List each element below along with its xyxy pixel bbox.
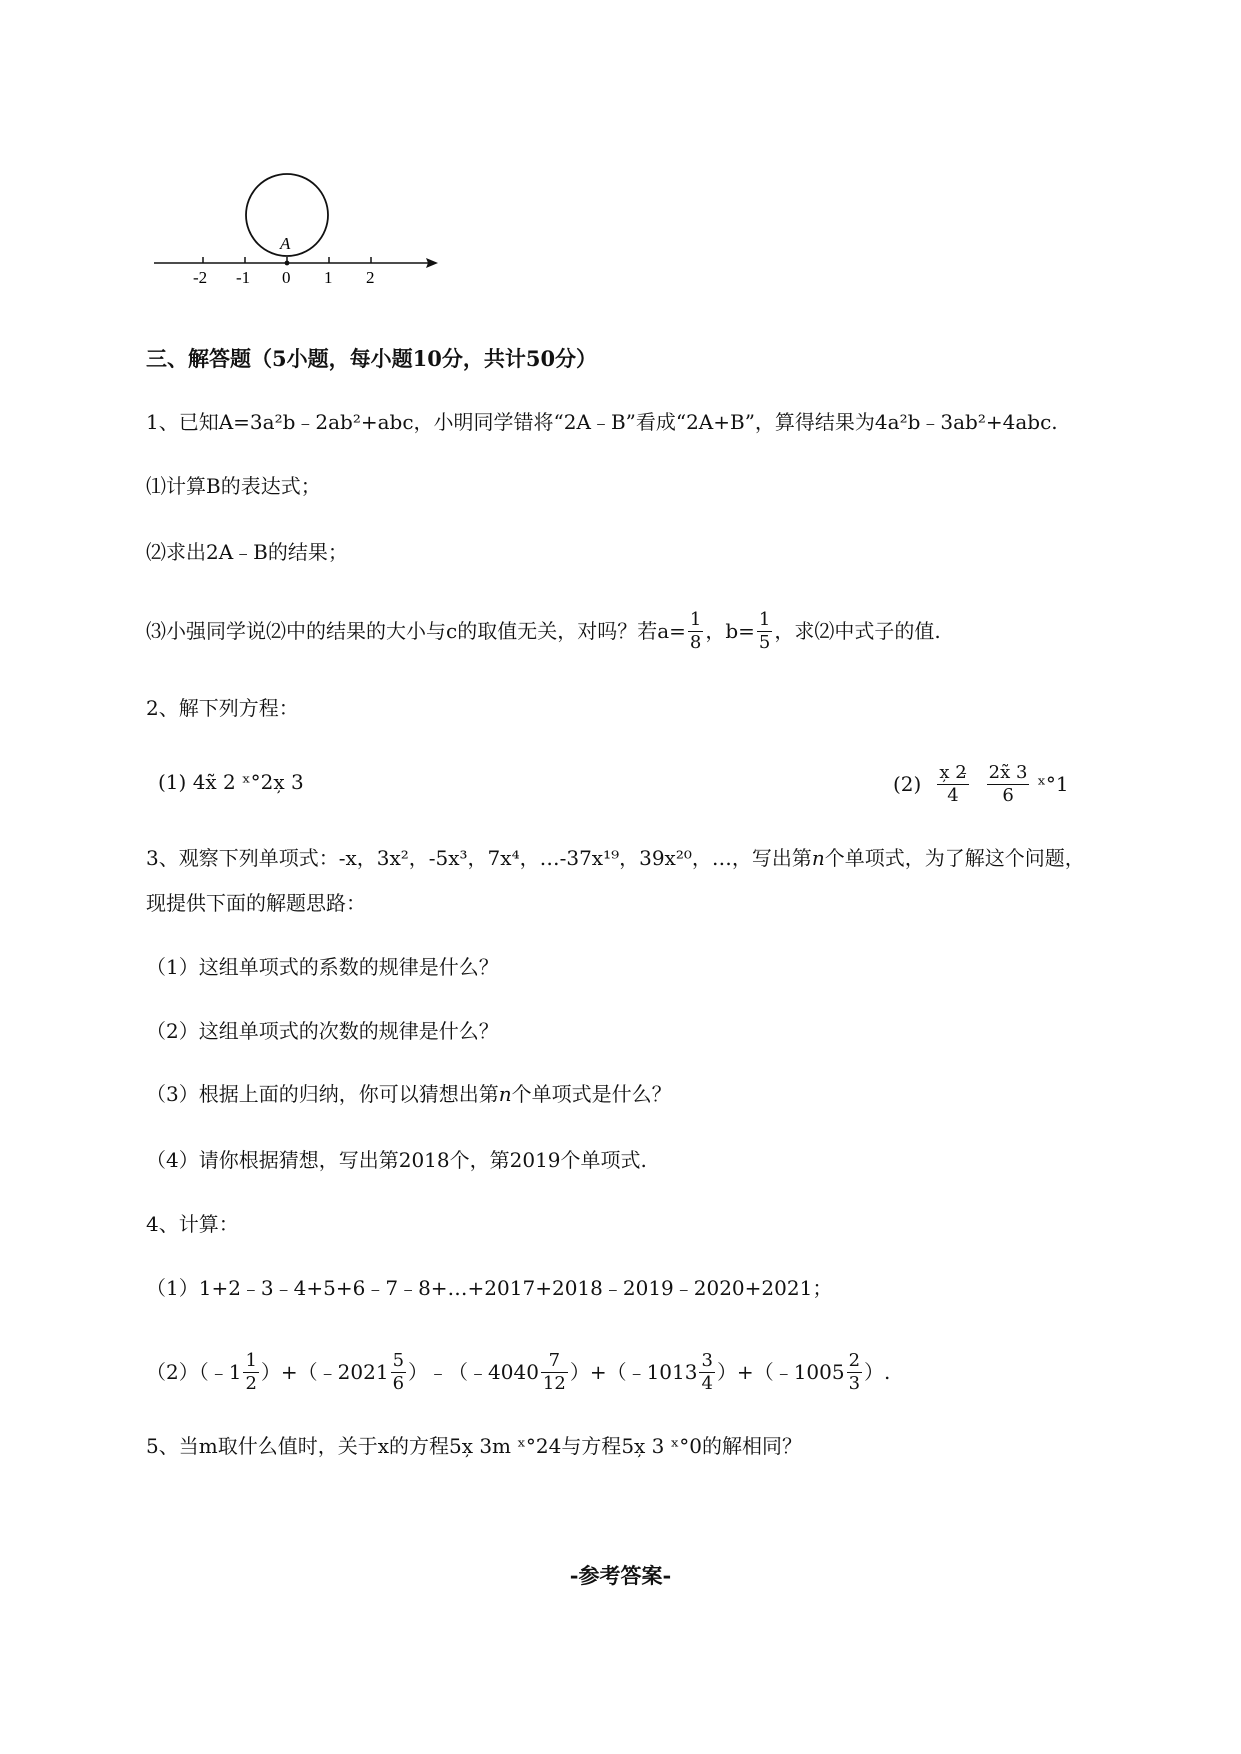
q5-equation-2: 5x̦ 3 ˣ°0 [621,1434,702,1458]
q2-eq2-tail: ˣ°1 [1037,772,1069,796]
q4-part2-text: ）+（﹣1013 [569,1360,698,1384]
q1-part3-text: ⑶小强同学说⑵中的结果的大小与c的取值无关，对吗？若a= [146,619,686,643]
q5-equation-1: 5x̦ 3m ˣ°24 [448,1434,562,1458]
fraction: $\frac{1}{5}$ [758,608,771,653]
fraction: $\frac{3}{4}$ [701,1349,713,1394]
q2-stem: 2、解下列方程： [146,696,299,720]
q3-part1: （1）这组单项式的系数的规律是什么？ [146,955,499,979]
fraction: $\frac{5}{6}$ [392,1349,405,1394]
q4-part2-text: ）+（﹣1005 [716,1360,845,1384]
q3-stem-line2: 现提供下面的解题思路： [146,891,366,915]
q1-stem: 1、已知A=3a²b﹣2ab²+abc，小明同学错将“2A﹣B”看成“2A+B”，算得结果为4a²b﹣3ab²+4abc. [146,410,1058,434]
q1-part3 [146,603,941,659]
q4-part2 [146,1344,890,1400]
q3-part3-text: （3）根据上面的归纳，你可以猜想出第 [146,1082,499,1106]
section-title: 三、解答题（5小题，每小题10分，共计50分） [146,346,598,371]
q2-eq2-label: (2) [893,772,922,796]
q4-part2-text: ）. [864,1360,891,1384]
q3-stem [146,844,1085,872]
q5-stem [146,1432,802,1460]
q3-stem-text: 个单项式，为了解这个问题， [824,846,1085,870]
variable-n: n [811,846,825,870]
q3-part3 [146,1080,672,1108]
q1-part3-text: ，求⑵中式子的值. [774,619,941,643]
q4-part1: （1）1+2﹣3﹣4+5+6﹣7﹣8+…+2017+2018﹣2019﹣2020+2021； [146,1276,833,1300]
q3-part4: （4）请你根据猜想，写出第2018个，第2019个单项式. [146,1148,647,1172]
fraction: $\frac{1}{2}$ [245,1349,257,1394]
q4-part2-text: ）﹣（﹣4040 [408,1360,539,1384]
fraction: $\frac{x̦ 2̵}{4}$ [939,761,967,806]
q3-part2: （2）这组单项式的次数的规律是什么？ [146,1019,499,1043]
tick-label: 0 [282,268,291,287]
q2-equation-2 [893,756,1069,812]
number-line-figure [150,170,450,290]
fraction: $\frac{2x̃ 3}{6}$ [988,761,1028,806]
q5-text: 5、当m取什么值时，关于x的方程 [146,1434,449,1458]
q5-text: 与方程 [561,1434,622,1458]
tick-label: -1 [236,268,251,287]
tick-label: 2 [366,268,375,287]
q3-stem-text: 3、观察下列单项式：-x，3x²，-5x³，7x⁴，…-37x¹⁹，39x²⁰，…，写出第 [146,846,812,870]
q4-part2-text: ）+（﹣2021 [260,1360,389,1384]
point-label: A [280,234,291,253]
q1-part2: ⑵求出2A﹣B的结果； [146,540,348,564]
answer-title: -参考答案- [569,1563,672,1588]
q3-part3-text: 个单项式是什么？ [511,1082,672,1106]
fraction: $\frac{1}{8}$ [689,608,702,653]
q4-stem: 4、计算： [146,1212,239,1236]
q1-part1: ⑴计算B的表达式； [146,474,321,498]
fraction: $\frac{2}{3}$ [848,1349,861,1394]
q1-part3-text: ，b= [705,619,755,643]
tick-label: 1 [324,268,333,287]
q4-part2-text: （2）（﹣1 [146,1360,242,1384]
q5-text: 的解相同？ [701,1434,802,1458]
tick-label: -2 [193,268,208,287]
point-a [285,261,290,266]
variable-n: n [498,1082,512,1106]
q2-equation-1: (1) 4x̃ 2 ˣ°2x̦ 3 [158,770,304,794]
fraction: $\frac{7}{12}$ [542,1349,566,1394]
